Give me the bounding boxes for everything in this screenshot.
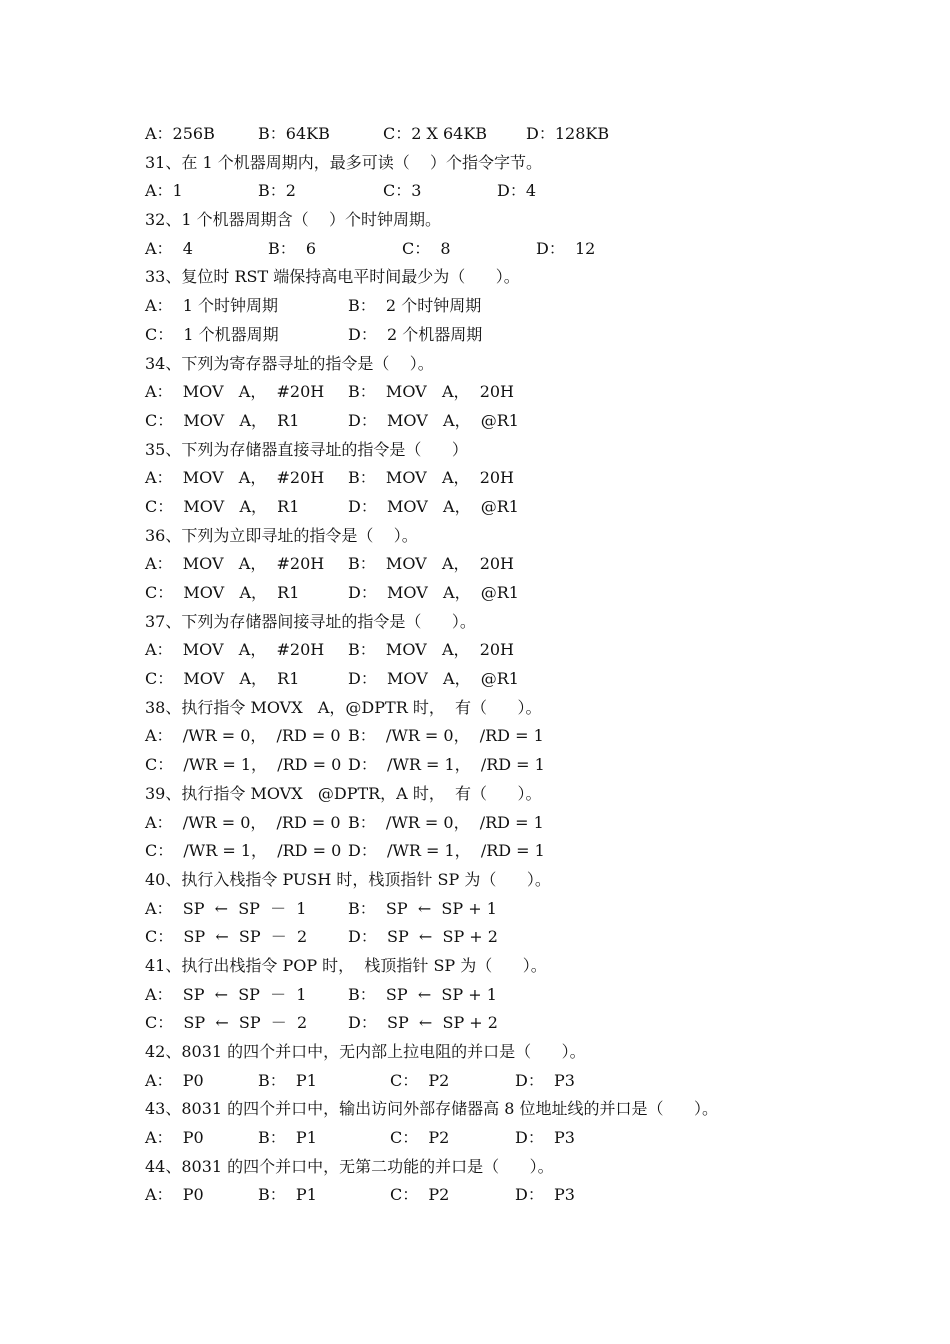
options-line [145,378,865,407]
question-line: 44、8031 的四个并口中，无第二功能的并口是（ ）。 [145,1156,554,1176]
option-d: D：4 [497,181,537,201]
option-c: C： P2 [390,1185,450,1205]
option-d: D： P3 [515,1128,575,1148]
options-line [145,235,865,264]
options-line [145,579,865,608]
option-b: B：2 [258,181,296,201]
options-line [145,550,865,579]
options-line [145,895,865,924]
options-line [145,923,865,952]
option-a: A： /WR = 0， /RD = 0 [145,812,341,832]
option-a: A： /WR = 0， /RD = 0 [145,726,341,746]
question-line: 41、执行出栈指令 POP 时， 栈顶指针 SP 为（ ）。 [145,955,547,975]
option-b: D： MOV A， @R1 [348,669,519,689]
option-a: C： MOV A， R1 [145,583,300,602]
option-a: A： SP ← SP － 1 [145,984,307,1004]
option-b: D： SP ← SP + 2 [348,1013,498,1033]
options-line [145,1009,865,1038]
option-d: D：128KB [526,124,610,143]
options-line [145,321,865,350]
options-line [145,177,865,206]
option-d: D： P3 [515,1185,575,1205]
options-line [145,981,865,1010]
option-a: A： MOV A， #20H [145,640,325,660]
option-a: A： P0 [145,1070,204,1090]
options-line [145,1181,865,1210]
option-b: B： MOV A， 20H [348,640,515,660]
option-b: B： 2 个时钟周期 [348,296,482,316]
option-b: B： /WR = 0， /RD = 1 [348,812,544,832]
option-c: C：3 [383,181,422,201]
option-a: C： SP ← SP － 2 [145,1013,308,1033]
option-a: C： 1 个机器周期 [145,324,279,344]
options-line [145,120,865,149]
question-line: 42、8031 的四个并口中，无内部上拉电阻的并口是（ ）。 [145,1042,586,1061]
option-a: A： MOV A， #20H [145,554,325,574]
option-b: D： MOV A， @R1 [348,410,519,430]
option-a: A： MOV A， #20H [145,468,325,488]
option-b: B： SP ← SP + 1 [348,984,497,1004]
option-a: A： P0 [145,1128,204,1148]
options-line [145,722,865,751]
question-line: 34、下列为寄存器寻址的指令是（ ）。 [145,353,434,373]
option-a: A： MOV A， #20H [145,382,325,402]
question-line: 39、执行指令 MOVX @DPTR，A 时， 有（ ）。 [145,783,542,803]
options-line [145,464,865,493]
option-b: B：64KB [258,124,330,143]
options-line [145,407,865,436]
option-b: B： P1 [258,1128,317,1148]
question-line: 37、下列为存储器间接寻址的指令是（ ）。 [145,611,476,631]
option-b: B： MOV A， 20H [348,382,515,402]
option-a: C： MOV A， R1 [145,496,300,516]
option-a: A： SP ← SP － 1 [145,898,307,918]
option-b: D： 2 个机器周期 [348,324,483,344]
option-a: A：256B [145,124,215,143]
options-line [145,636,865,665]
option-b: B： 6 [268,238,317,258]
option-c: C： P2 [390,1128,450,1148]
question-line: 43、8031 的四个并口中，输出访问外部存储器高 8 位地址线的并口是（ ）。 [145,1099,719,1119]
option-a: A： 1 个时钟周期 [145,296,278,316]
options-line [145,1124,865,1153]
option-b: B： P1 [258,1070,317,1090]
options-line [145,665,865,694]
option-c: C： P2 [390,1070,450,1090]
options-line [145,1067,865,1096]
option-a: A：1 [145,181,183,201]
option-b: B： SP ← SP + 1 [348,898,497,918]
option-a: A： 4 [145,238,193,258]
option-d: D： 12 [536,238,596,258]
question-line: 40、执行入栈指令 PUSH 时，栈顶指针 SP 为（ ）。 [145,869,551,889]
option-b: D： /WR = 1， /RD = 1 [348,755,545,775]
option-b: B： /WR = 0， /RD = 1 [348,726,544,746]
option-b: D： MOV A， @R1 [348,496,519,516]
option-a: C： /WR = 1， /RD = 0 [145,841,342,861]
options-line [145,493,865,522]
question-line: 32、1 个机器周期含（ ）个时钟周期。 [145,210,441,230]
option-b: D： SP ← SP + 2 [348,927,498,947]
document-page [145,120,865,1210]
options-line [145,837,865,866]
question-line: 38、执行指令 MOVX A，@DPTR 时， 有（ ）。 [145,697,542,717]
option-d: D： P3 [515,1070,575,1090]
option-a: C： SP ← SP － 2 [145,927,308,947]
option-a: A： P0 [145,1185,204,1205]
option-b: B： MOV A， 20H [348,468,515,488]
option-a: C： /WR = 1， /RD = 0 [145,755,342,775]
option-b: D： /WR = 1， /RD = 1 [348,841,545,861]
option-b: D： MOV A， @R1 [348,583,519,602]
option-b: B： P1 [258,1185,317,1205]
options-line [145,809,865,838]
question-line: 36、下列为立即寻址的指令是（ ）。 [145,525,418,545]
option-b: B： MOV A， 20H [348,554,515,574]
options-line [145,292,865,321]
question-line: 35、下列为存储器直接寻址的指令是（ ） [145,439,468,459]
options-line [145,751,865,780]
option-c: C：2 X 64KB [383,124,488,143]
question-line: 33、复位时 RST 端保持高电平时间最少为（ ）。 [145,267,520,287]
option-a: C： MOV A， R1 [145,669,300,689]
option-a: C： MOV A， R1 [145,410,300,430]
option-c: C： 8 [402,238,451,258]
question-line: 31、在 1 个机器周期内，最多可读（ ）个指令字节。 [145,152,543,172]
